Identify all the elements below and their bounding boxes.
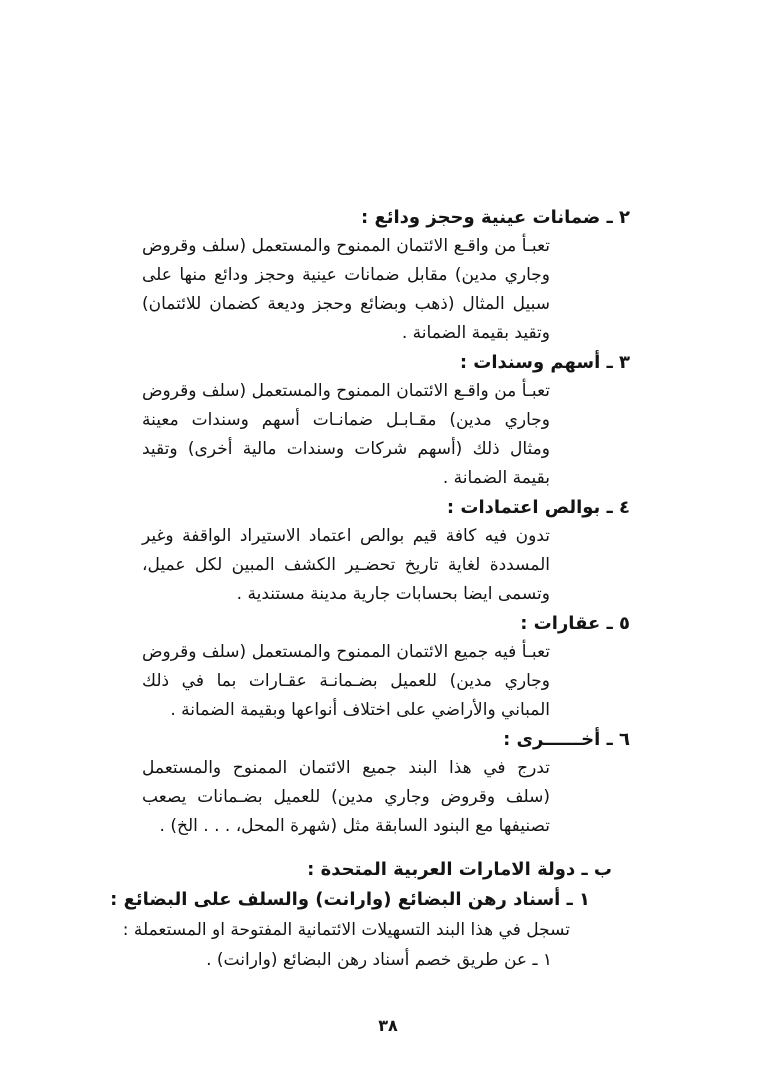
section-heading: ٦ ـ أخــــــرى : [503, 729, 630, 750]
uae-heading: ب ـ دولة الامارات العربية المتحدة : [307, 859, 612, 880]
uae-list-item: ١ ـ عن طريق خصم أسناد رهن البضائع (وارانت) . [206, 950, 552, 970]
section-body: تدون فيه كافة قيم بوالص اعتماد الاستيراد الواقفة وغير المسددة لغاية تاريخ تحضـير الكشف المبين لكل عميل، وتسمى ايضا بحسابات جارية مدينة مستندية . [142, 526, 550, 604]
section-other [128, 725, 630, 841]
section-body: تدرج في هذا البند جميع الائتمان الممنوح والمستعمل (سلف وقروض وجاري مدين) للعميل بضـمانات يصعب تصنيفها مع البنود السابقة مثل (شهرة المحل، . . . الخ) . [142, 758, 550, 836]
section-heading: ٣ ـ أسهم وسندات : [459, 352, 630, 373]
text-block [110, 203, 630, 975]
section-uae [110, 855, 630, 975]
section-body: تعبـأ من واقـع الائتمان الممنوح والمستعمل (سلف وقروض وجاري مدين) مقـابـل ضمانـات أسهم وسندات معينة ومثال ذلك (أسهم شركات وسندات مالية أخرى) وتقيد بقيمة الضمانة . [142, 381, 550, 488]
page-number: ٣٨ [378, 1016, 398, 1035]
section-heading: ٥ ـ عقارات : [520, 613, 630, 634]
uae-item-heading: ١ ـ أسناد رهن البضائع (وارانت) والسلف على البضائع : [110, 889, 590, 910]
section-real-estate [128, 609, 630, 725]
section-heading: ٢ ـ ضمانات عينية وحجز ودائع : [360, 207, 630, 228]
section-body: تعبـأ فيه جميع الائتمان الممنوح والمستعمل (سلف وقروض وجاري مدين) للعميل بضـمانـة عقـارات بما في ذلك المباني والأراضي على اختلاف أنواعها وبقيمة الضمانة . [142, 642, 550, 720]
section-body: تعبـأ من واقـع الائتمان الممنوح والمستعمل (سلف وقروض وجاري مدين) مقابل ضمانات عينية وحجز ودائع منها على سبيل المثال (ذهب وبضائع وحجز وديعة كضمان للائتمان) وتقيد بقيمة الضمانة . [142, 236, 550, 343]
uae-intro-line: تسجل في هذا البند التسهيلات الائتمانية المفتوحة او المستعملة : [122, 920, 570, 940]
section-guarantees-deposits [128, 203, 630, 348]
section-credit-policies [128, 493, 630, 609]
section-shares-bonds [128, 348, 630, 493]
section-heading: ٤ ـ بوالص اعتمادات : [446, 497, 630, 518]
